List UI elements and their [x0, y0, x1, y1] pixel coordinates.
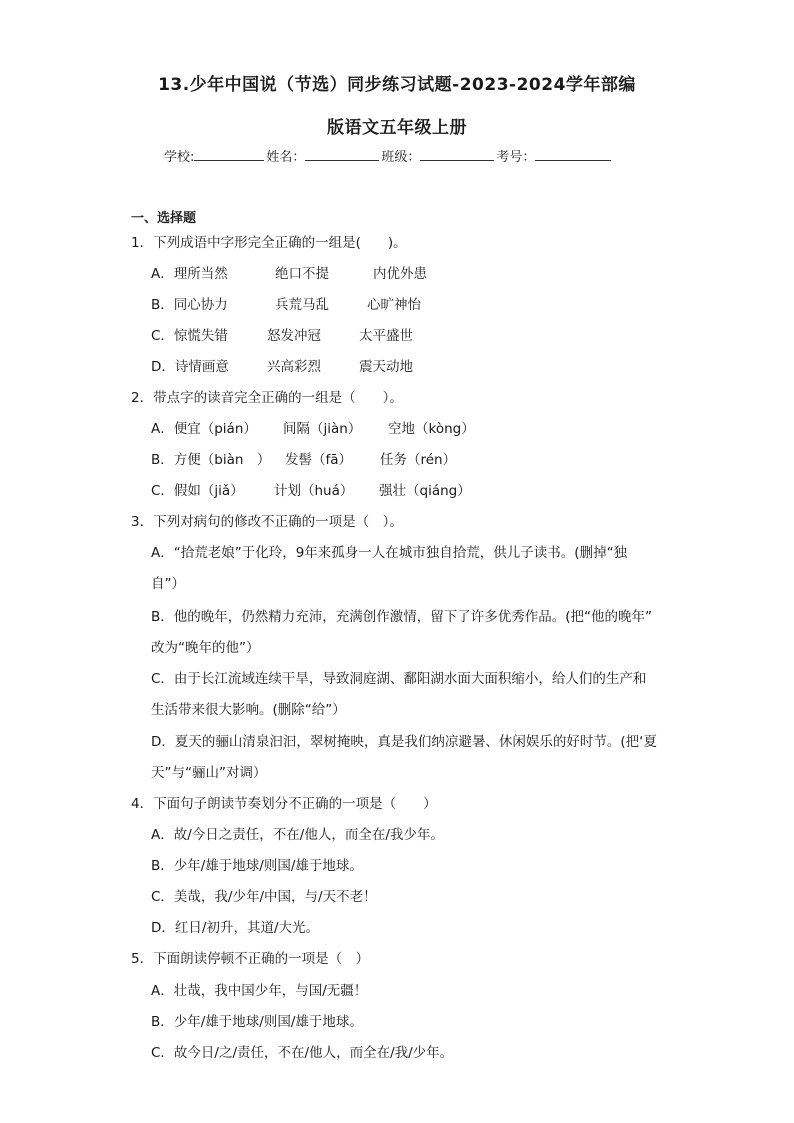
- question-1-option-b[interactable]: B．同心协力 兵荒马乱 心旷神怡: [151, 297, 421, 313]
- question-5-option-a[interactable]: A．壮哉，我中国少年，与国/无疆！: [151, 983, 368, 999]
- question-4-stem: 4．下面句子朗读节奏划分不正确的一项是（ ）: [131, 796, 437, 812]
- question-2-option-c[interactable]: C．假如（jiǎ） 计划（huá） 强壮（qiáng）: [151, 483, 471, 499]
- question-3-option-c-cont: 生活带来很大影响。(删除“给”）: [151, 702, 346, 718]
- question-4-option-c[interactable]: C．美哉，我/少年/中国，与/天不老！: [151, 889, 377, 905]
- question-3-option-b-cont: 改为“晚年的他”）: [151, 640, 260, 656]
- question-1-stem: 1．下列成语中字形完全正确的一组是( )。: [131, 235, 407, 251]
- question-1-option-c[interactable]: C．惊慌失错 怒发冲冠 太平盛世: [151, 328, 413, 344]
- question-4-option-a[interactable]: A．故/今日之责任，不在/他人，而全在/我少年。: [151, 827, 444, 843]
- question-1-option-a[interactable]: A．理所当然 绝口不提 内优外患: [151, 266, 427, 282]
- section-heading: 一、选择题: [131, 211, 197, 226]
- document-title-line2: 版语文五年级上册: [327, 118, 467, 138]
- question-3-option-d[interactable]: D．夏天的骊山清泉汩汩，翠树掩映，真是我们纳凉避暑、休闲娱乐的好时节。(把‘夏: [151, 734, 657, 750]
- question-3-stem: 3．下列对病句的修改不正确的一项是（ ）。: [131, 514, 403, 530]
- question-3-option-c[interactable]: C．由于长江流域连续干旱，导致洞庭湖、鄱阳湖水面大面积缩小，给人们的生产和: [151, 671, 647, 687]
- document-title-line1: 13.少年中国说（节选）同步练习试题-2023-2024学年部编: [158, 75, 636, 95]
- question-3-option-a-cont: 自”）: [151, 576, 185, 592]
- question-5-option-c[interactable]: C．故今日/之/责任，不在/他人，而全在/我/少年。: [151, 1045, 454, 1061]
- class-field[interactable]: [420, 146, 494, 161]
- question-5-option-b[interactable]: B．少年/雄于地球/则国/雄于地球。: [151, 1014, 363, 1030]
- question-3-option-d-cont: 天”与“骊山”对调）: [151, 765, 267, 781]
- class-label: 班级：: [381, 150, 421, 165]
- question-4-option-d[interactable]: D．红日/初升，其道/大光。: [151, 920, 319, 936]
- question-2-option-b[interactable]: B．方便（biàn ） 发髻（fā） 任务（rén）: [151, 452, 457, 468]
- school-field[interactable]: [194, 146, 264, 161]
- name-field[interactable]: [305, 146, 379, 161]
- question-2-stem: 2．带点字的读音完全正确的一组是（ ）。: [131, 390, 403, 406]
- question-3-option-b[interactable]: B．他的晚年，仍然精力充沛，充满创作激情，留下了许多优秀作品。(把“他的晚年”: [151, 609, 653, 625]
- question-5-stem: 5．下面朗读停顿不正确的一项是（ ）: [131, 951, 370, 967]
- question-2-option-a[interactable]: A．便宜（pián） 间隔（jiàn） 空地（kòng）: [151, 421, 475, 437]
- name-label: 姓名：: [266, 150, 306, 165]
- student-info-row: [164, 146, 613, 165]
- number-field[interactable]: [535, 146, 611, 161]
- question-4-option-b[interactable]: B．少年/雄于地球/则国/雄于地球。: [151, 858, 363, 874]
- school-label: 学校:: [164, 150, 195, 165]
- question-1-option-d[interactable]: D．诗情画意 兴高彩烈 震天动地: [151, 359, 413, 375]
- number-label: 考号：: [496, 150, 536, 165]
- question-3-option-a[interactable]: A．“拾荒老娘”于化玲，9年来孤身一人在城市独自拾荒，供儿子读书。(删掉“独: [151, 545, 628, 561]
